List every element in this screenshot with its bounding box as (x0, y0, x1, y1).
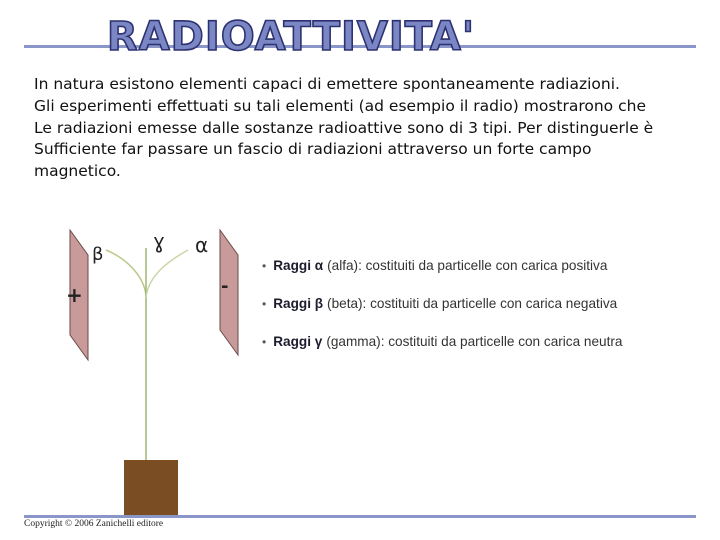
ray-description: (beta): costituiti da particelle con carica negativa (327, 296, 618, 311)
ray-name: Raggi γ (273, 334, 323, 349)
list-item (262, 296, 712, 334)
ray-description: (gamma): costituiti da particelle con carica neutra (326, 334, 623, 349)
plus-label: + (66, 283, 83, 307)
beta-label: β (92, 244, 104, 265)
bullet-icon: • (262, 259, 267, 273)
bullet-icon: • (262, 335, 267, 349)
intro-line: Le radiazioni emesse dalle sostanze radioattive sono di 3 tipi. Per distinguerle è (34, 118, 654, 137)
ray-description: (alfa): costituiti da particelle con carica positiva (327, 258, 608, 273)
page-title-text: RADIOATTIVITA' (106, 14, 476, 60)
radiation-diagram (60, 220, 250, 520)
list-item (262, 334, 712, 372)
footer-rule (24, 515, 696, 518)
gamma-label: ɣ (153, 229, 165, 253)
alpha-ray (146, 250, 188, 298)
list-item (262, 258, 712, 296)
minus-label: - (221, 276, 229, 297)
beta-ray (106, 250, 146, 298)
intro-paragraph (34, 74, 694, 183)
copyright-notice: Copyright © 2006 Zanichelli editore (24, 519, 164, 529)
alpha-label: α (195, 233, 209, 257)
intro-line: In natura esistono elementi capaci di emettere spontaneamente radiazioni. (34, 75, 620, 93)
radioactive-source (124, 460, 178, 515)
bullet-icon: • (262, 297, 267, 311)
ray-types-list (262, 258, 712, 372)
ray-name: Raggi α (273, 258, 324, 273)
intro-line: Sufficiente far passare un fascio di radiazioni attraverso un forte campo (34, 140, 592, 159)
intro-line: Gli esperimenti effettuati su tali elementi (ad esempio il radio) mostrarono che (34, 96, 646, 115)
ray-name: Raggi β (273, 296, 324, 311)
page-title (106, 0, 476, 60)
intro-line: magnetico. (34, 162, 121, 181)
